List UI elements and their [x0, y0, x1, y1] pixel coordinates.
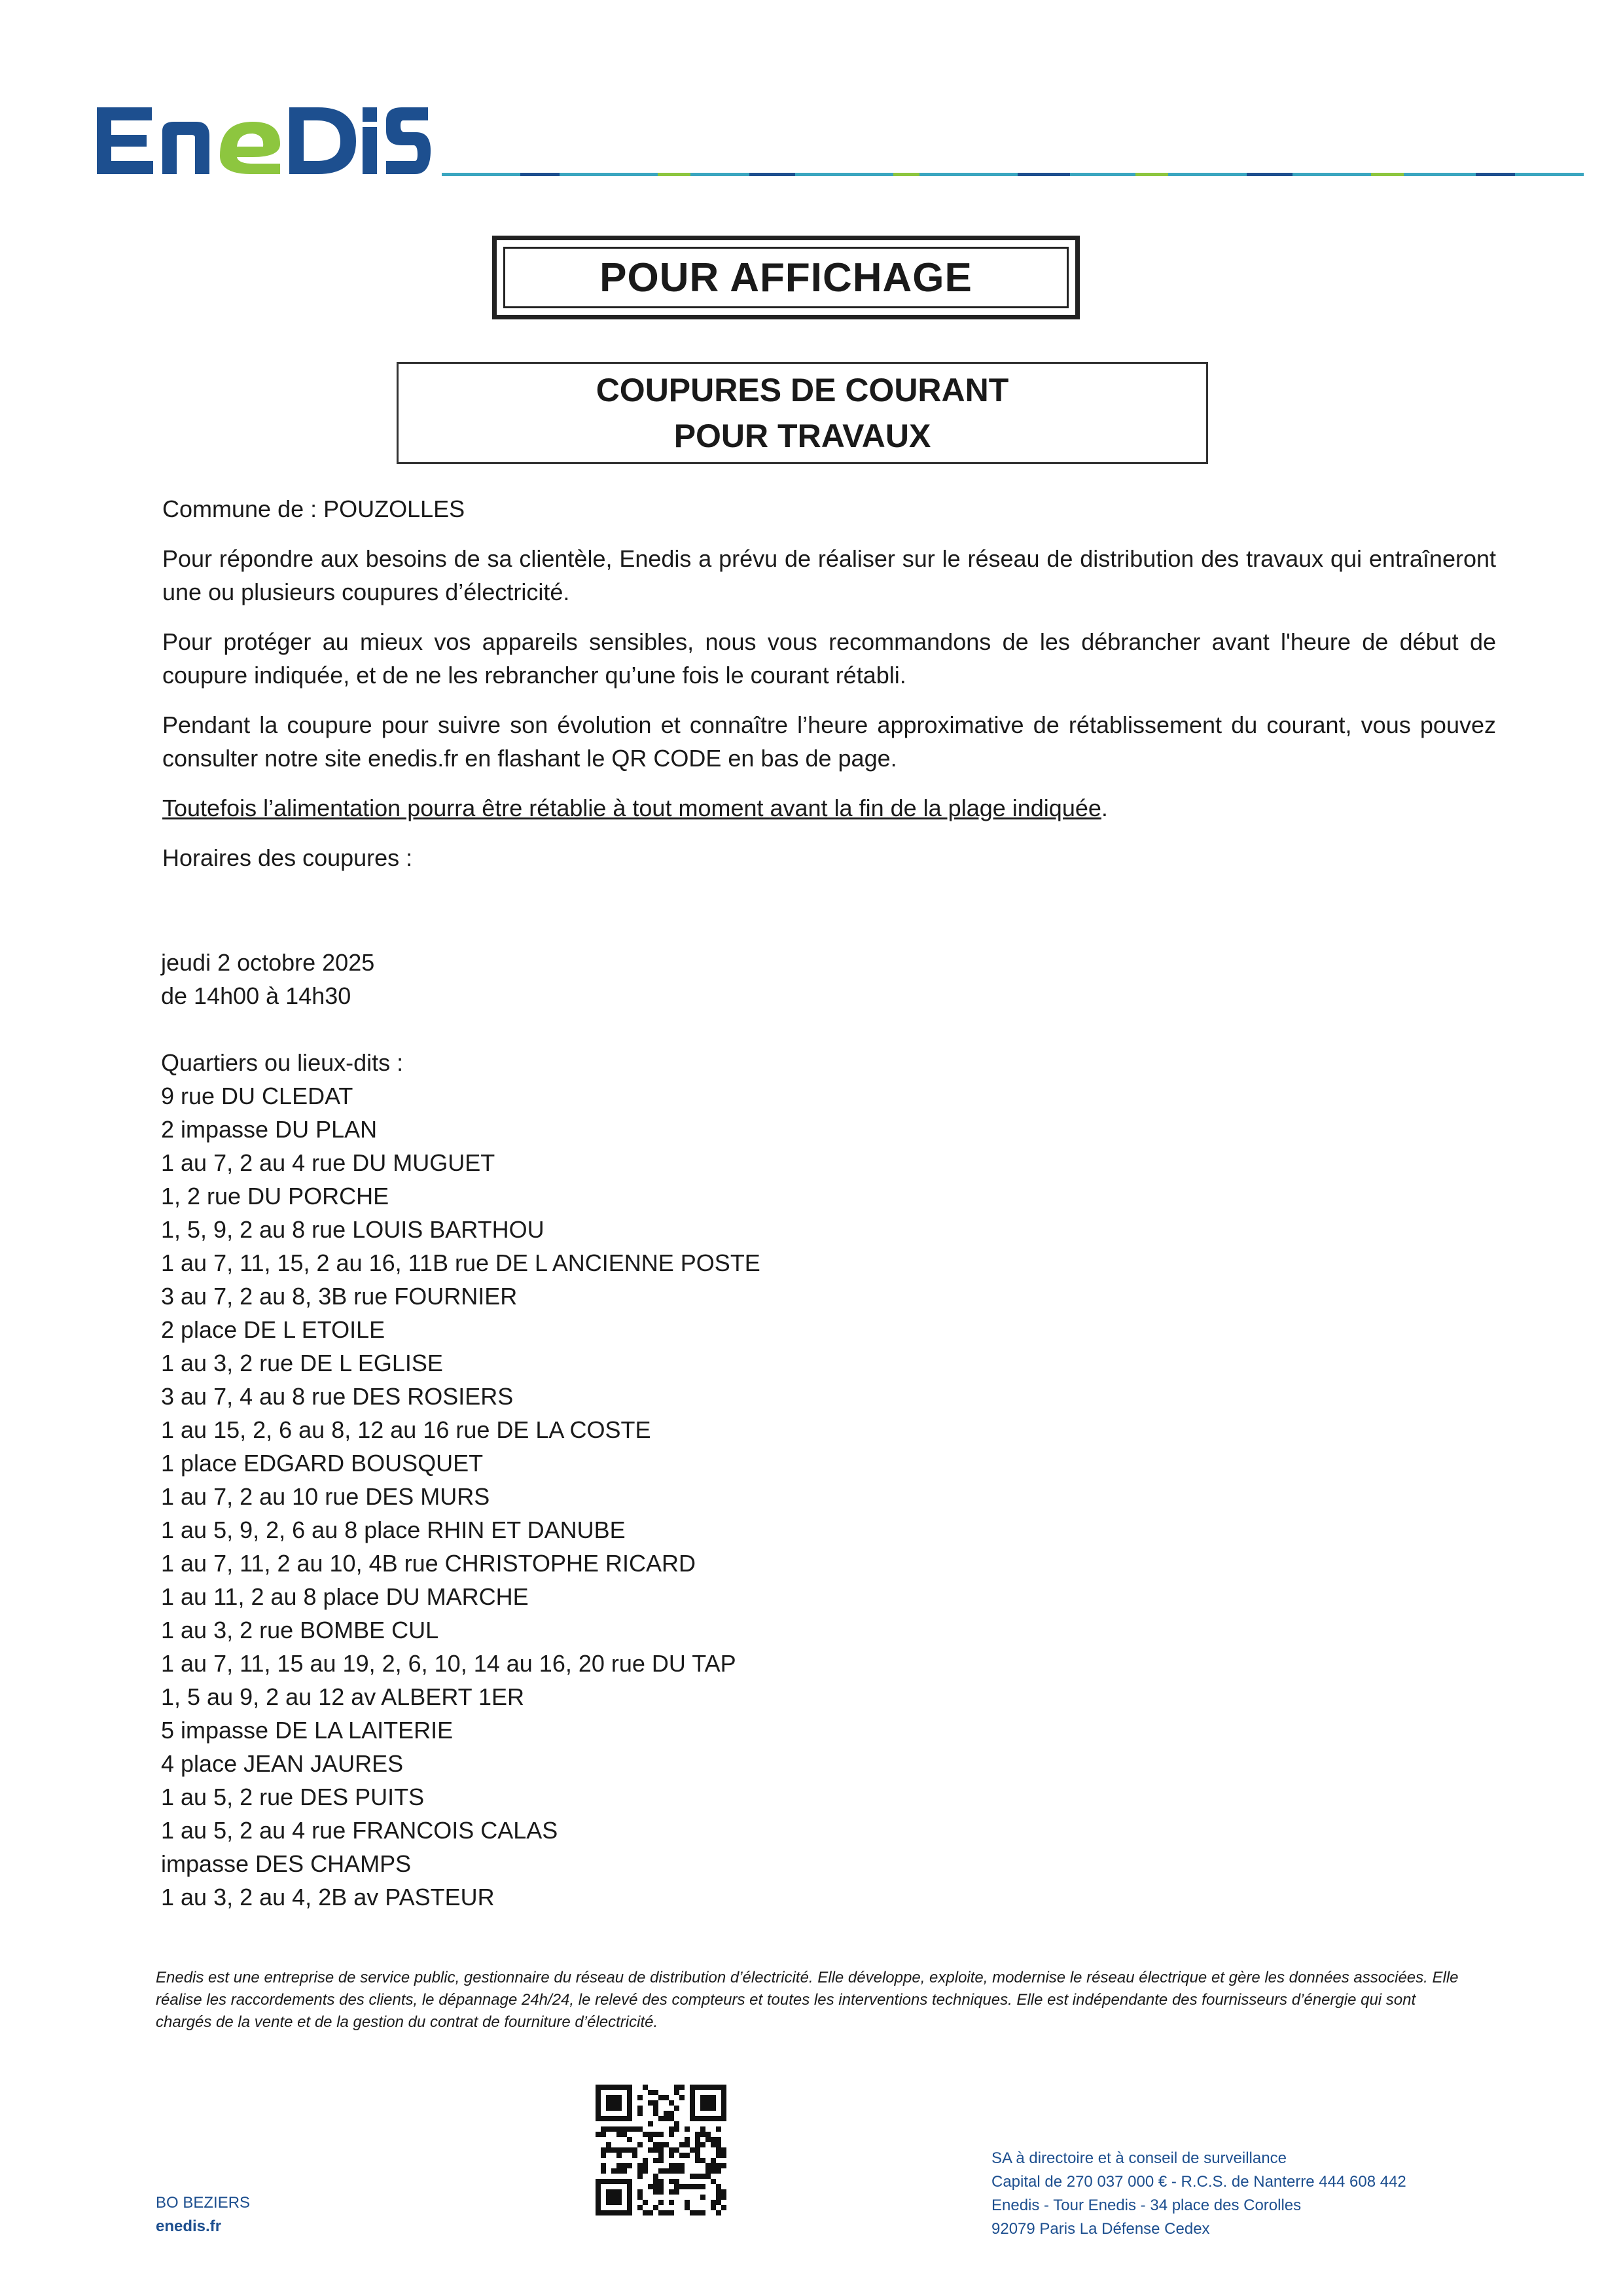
title-line-1: COUPURES DE COURANT — [596, 372, 1009, 408]
schedule-time: de 14h00 à 14h30 — [161, 982, 351, 1009]
company-line: Capital de 270 037 000 € - R.C.S. de Nanterre 444 608 442 — [991, 2173, 1406, 2191]
warning-text: Toutefois l’alimentation pourra être rétablie à tout moment avant la fin de la plage indiquée — [162, 795, 1101, 821]
list-item: 1, 5, 9, 2 au 8 rue LOUIS BARTHOU — [161, 1216, 544, 1243]
list-item: 9 rue DU CLEDAT — [161, 1083, 353, 1109]
banner-box — [492, 236, 1080, 319]
legal-notice: Enedis est une entreprise de service public, gestionnaire du réseau de distribution d’électricité. Elle développe, exploite, modernise le réseau électrique et gère les données associées. Elle réalise les raccordements des clients, le dépannage 24h/24, le relevé des compteurs et toutes les interventions techniques. Elle est indépendante des fournisseurs d’énergie qui sont chargés de la vente et de la gestion du contrat de fourniture d’électricité. — [156, 1969, 1459, 2031]
list-item: 1 au 3, 2 rue BOMBE CUL — [161, 1617, 439, 1643]
list-item: 1 au 15, 2, 6 au 8, 12 au 16 rue DE LA COSTE — [161, 1416, 651, 1443]
list-item: 2 place DE L ETOILE — [161, 1316, 385, 1343]
list-item: 2 impasse DU PLAN — [161, 1116, 378, 1143]
list-item: 1 au 5, 2 au 4 rue FRANCOIS CALAS — [161, 1817, 558, 1844]
title-box — [397, 362, 1208, 464]
list-item: 1 au 11, 2 au 8 place DU MARCHE — [161, 1583, 529, 1610]
footer-company-info — [991, 2147, 1406, 2241]
list-item: 1 au 5, 2 rue DES PUITS — [161, 1784, 425, 1810]
list-item: 1 au 3, 2 au 4, 2B av PASTEUR — [161, 1884, 495, 1910]
qr-code-icon[interactable] — [596, 2085, 726, 2215]
title-line-2: POUR TRAVAUX — [673, 418, 931, 454]
footer-left — [156, 2191, 250, 2238]
company-line: Enedis - Tour Enedis - 34 place des Corolles — [991, 2197, 1302, 2214]
list-item: 3 au 7, 4 au 8 rue DES ROSIERS — [161, 1383, 514, 1410]
list-item: 1 au 7, 11, 15 au 19, 2, 6, 10, 14 au 16, 20 rue DU TAP — [161, 1650, 736, 1677]
company-line: 92079 Paris La Défense Cedex — [991, 2220, 1210, 2238]
list-item: 1 au 7, 11, 2 au 10, 4B rue CHRISTOPHE RICARD — [161, 1550, 696, 1577]
list-item: 4 place JEAN JAURES — [161, 1750, 404, 1777]
commune-line: Commune de : POUZOLLES — [162, 495, 465, 522]
list-item: 1 au 5, 9, 2, 6 au 8 place RHIN ET DANUBE — [161, 1516, 626, 1543]
places-list — [161, 1079, 1208, 1914]
list-item: 1 au 3, 2 rue DE L EGLISE — [161, 1350, 443, 1376]
paragraph-1: Pour répondre aux besoins de sa clientèle, Enedis a prévu de réaliser sur le réseau de distribution des travaux qui entraîneront une ou plusieurs coupures d’électricité. — [162, 545, 1496, 605]
company-line: SA à directoire et à conseil de surveillance — [991, 2149, 1287, 2167]
banner-title: POUR AFFICHAGE — [503, 247, 1069, 308]
warning-line — [162, 791, 1496, 825]
notice-body — [162, 492, 1496, 891]
office-name: BO BEZIERS — [156, 2194, 251, 2212]
list-item: 1 au 7, 2 au 10 rue DES MURS — [161, 1483, 490, 1510]
paragraph-2: Pour protéger au mieux vos appareils sensibles, nous vous recommandons de les débrancher avant l'heure de début de coupure indiquée, et de ne les rebrancher qu’une fois le courant rétabli. — [162, 628, 1496, 689]
brand-divider-line — [442, 171, 1584, 178]
list-item: 1 place EDGARD BOUSQUET — [161, 1450, 484, 1477]
schedule-section — [161, 946, 1208, 1914]
places-label: Quartiers ou lieux-dits : — [161, 1049, 404, 1076]
enedis-logo — [92, 98, 432, 183]
website-link[interactable]: enedis.fr — [156, 2217, 222, 2235]
list-item: 1, 2 rue DU PORCHE — [161, 1183, 389, 1210]
schedule-date: jeudi 2 octobre 2025 — [161, 949, 375, 976]
list-item: impasse DES CHAMPS — [161, 1850, 412, 1877]
list-item: 1 au 7, 11, 15, 2 au 16, 11B rue DE L ANCIENNE POSTE — [161, 1249, 760, 1276]
logo-text: ENEDIS — [92, 98, 94, 99]
list-item: 1, 5 au 9, 2 au 12 av ALBERT 1ER — [161, 1683, 525, 1710]
list-item: 3 au 7, 2 au 8, 3B rue FOURNIER — [161, 1283, 518, 1310]
list-item: 1 au 7, 2 au 4 rue DU MUGUET — [161, 1149, 495, 1176]
paragraph-3: Pendant la coupure pour suivre son évolution et connaître l’heure approximative de rétablissement du courant, vous pouvez consulter notre site enedis.fr en flashant le QR CODE en bas de page. — [162, 711, 1496, 772]
list-item: 5 impasse DE LA LAITERIE — [161, 1717, 454, 1744]
warning-period: . — [1101, 795, 1108, 821]
horaires-label: Horaires des coupures : — [162, 844, 413, 871]
